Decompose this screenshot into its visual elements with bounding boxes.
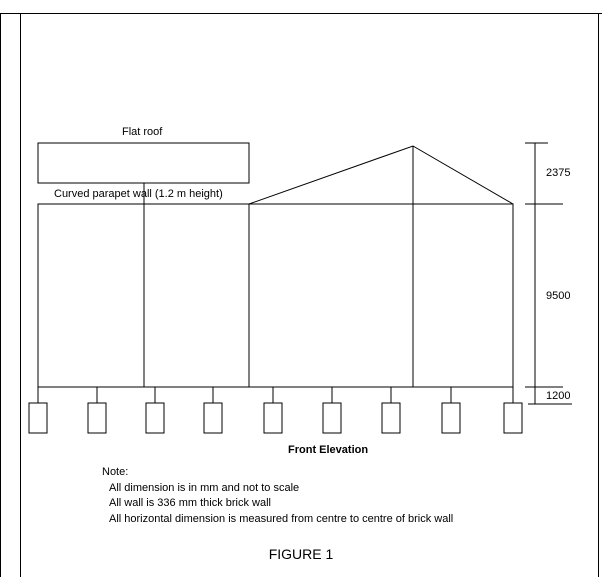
footing [88, 403, 106, 433]
dimension-foundation-height: 1200 [546, 390, 571, 402]
dimension-wall-height: 9500 [546, 290, 571, 302]
notes-heading: Note: [102, 466, 129, 478]
dimension-line [525, 143, 572, 404]
footing [442, 403, 460, 433]
flat-roof-outline [38, 143, 249, 183]
footing [504, 403, 522, 433]
right-block-walls [249, 204, 513, 387]
parapet-label: Curved parapet wall (1.2 m height) [54, 188, 223, 200]
footing [29, 403, 47, 433]
figure-label: FIGURE 1 [268, 546, 334, 562]
notes-block [102, 465, 453, 527]
footings [29, 387, 522, 433]
note-item: All wall is 336 mm thick brick wall [109, 497, 271, 509]
footing [146, 403, 164, 433]
gable-roof [249, 146, 513, 204]
footing [323, 403, 341, 433]
footing [204, 403, 222, 433]
note-item: All dimension is in mm and not to scale [109, 481, 300, 494]
note-item: All horizontal dimension is measured from centre to centre of brick wall [109, 512, 454, 525]
footing [264, 403, 282, 433]
footing [382, 403, 400, 433]
flat-roof-label: Flat roof [122, 126, 163, 138]
drawing-caption: Front Elevation [288, 444, 369, 456]
dimension-roof-height: 2375 [546, 167, 571, 179]
